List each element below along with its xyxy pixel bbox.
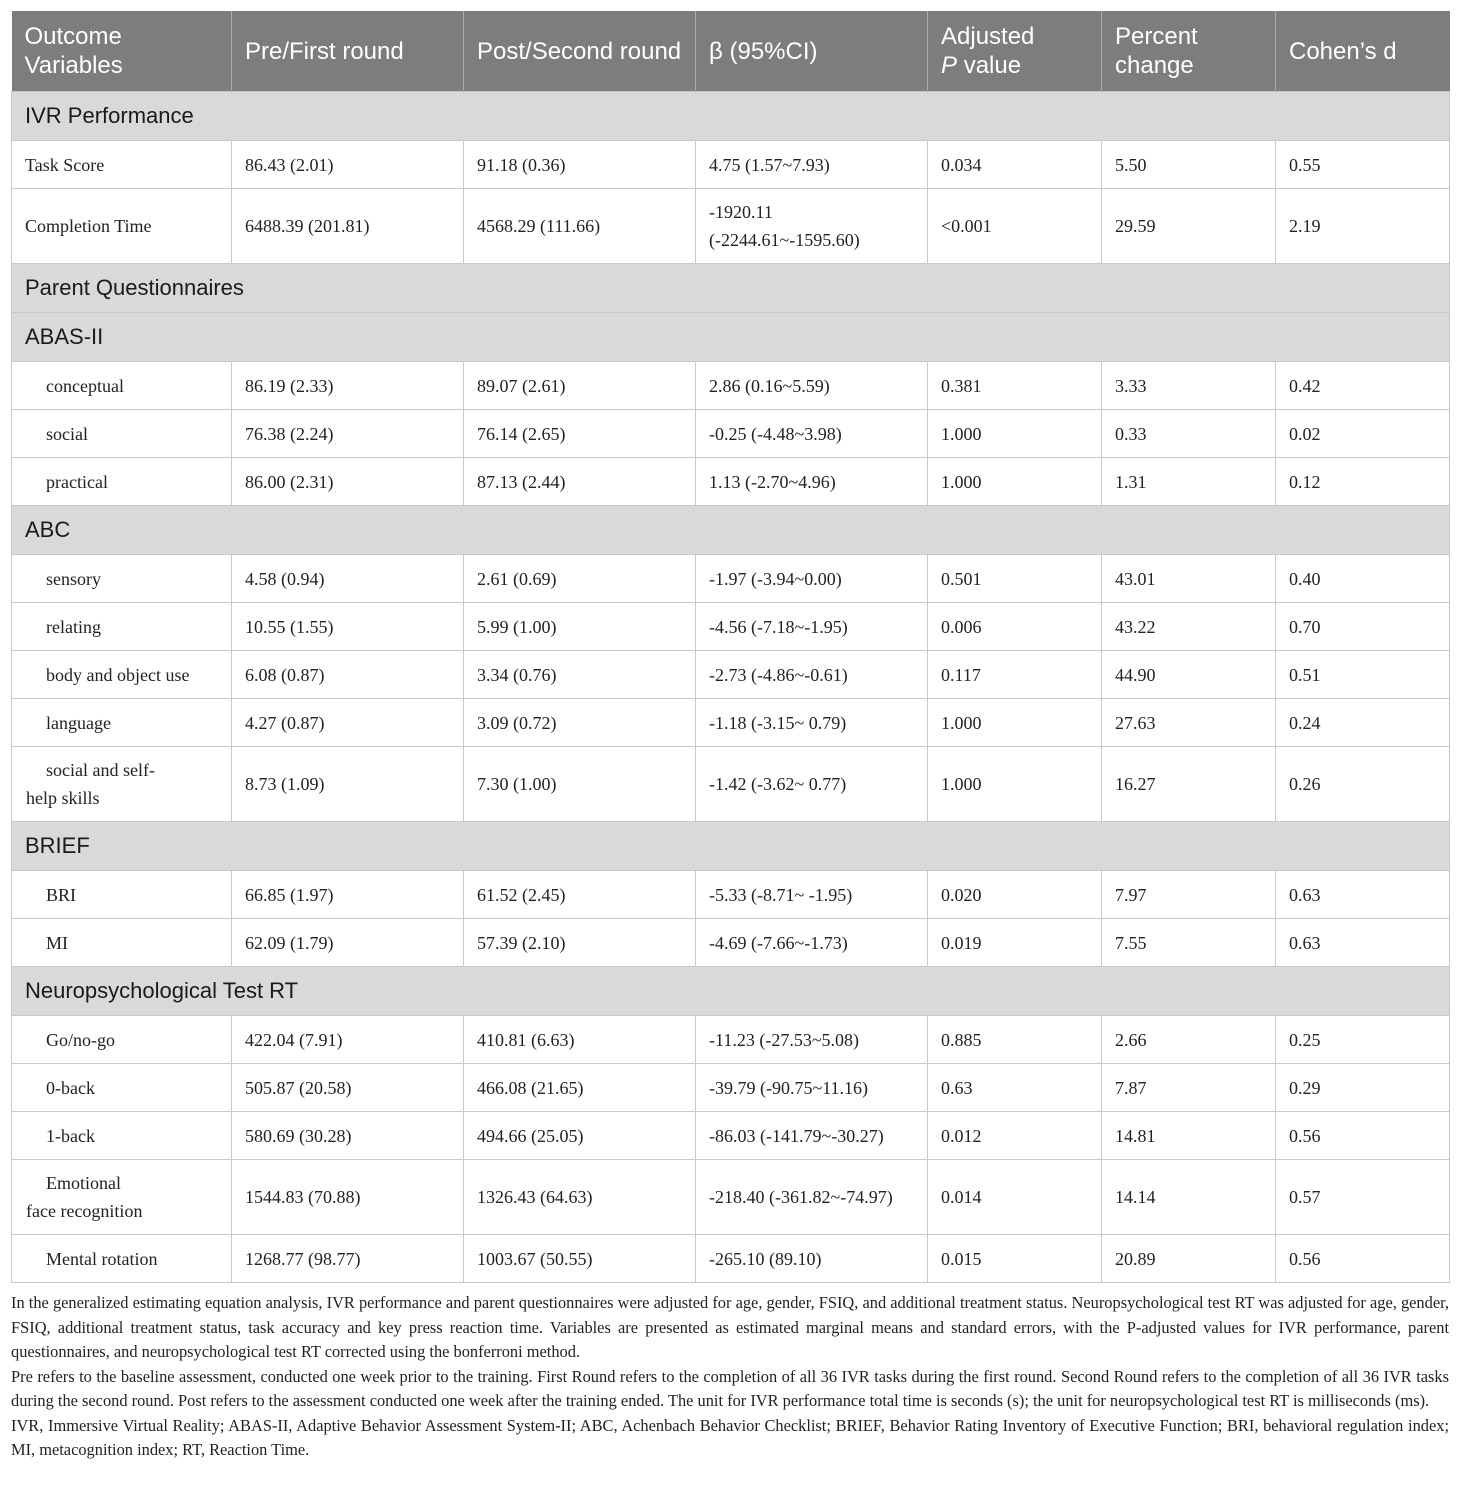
cell-percent-change: 7.55 <box>1102 919 1276 967</box>
cell-p-value: 0.020 <box>928 871 1102 919</box>
cell-cohens-d: 0.12 <box>1276 458 1450 506</box>
cell-post: 2.61 (0.69) <box>464 555 696 603</box>
cell-post: 89.07 (2.61) <box>464 362 696 410</box>
table-row-emotional-face-recognition <box>12 1160 1450 1235</box>
section-label: BRIEF <box>12 822 1450 871</box>
table-row-1-back <box>12 1112 1450 1160</box>
cell-percent-change: 5.50 <box>1102 141 1276 189</box>
cell-post: 410.81 (6.63) <box>464 1016 696 1064</box>
cell-p-value: 0.019 <box>928 919 1102 967</box>
cell-p-value: 0.117 <box>928 651 1102 699</box>
cell-percent-change: 43.01 <box>1102 555 1276 603</box>
header-adjusted-suffix: value <box>963 52 1022 79</box>
section-label: Parent Questionnaires <box>12 264 1450 313</box>
cell-cohens-d: 0.57 <box>1276 1160 1450 1235</box>
cell-pre: 505.87 (20.58) <box>232 1064 464 1112</box>
cell-post: 4568.29 (111.66) <box>464 189 696 264</box>
cell-p-value: 0.012 <box>928 1112 1102 1160</box>
section-label: IVR Performance <box>12 92 1450 141</box>
cell-percent-change: 3.33 <box>1102 362 1276 410</box>
cell-variable: Go/no-go <box>12 1016 232 1064</box>
results-table-container <box>11 11 1449 1463</box>
table-row-go-no-go <box>12 1016 1450 1064</box>
cell-post: 76.14 (2.65) <box>464 410 696 458</box>
cell-pre: 6.08 (0.87) <box>232 651 464 699</box>
table-row-practical <box>12 458 1450 506</box>
cell-cohens-d: 2.19 <box>1276 189 1450 264</box>
table-row-conceptual <box>12 362 1450 410</box>
cell-pre: 10.55 (1.55) <box>232 603 464 651</box>
section-row-ivr-performance <box>12 92 1450 141</box>
cell-p-value: 0.014 <box>928 1160 1102 1235</box>
cell-post: 61.52 (2.45) <box>464 871 696 919</box>
cell-percent-change: 16.27 <box>1102 747 1276 822</box>
cell-post: 3.09 (0.72) <box>464 699 696 747</box>
cell-variable: sensory <box>12 555 232 603</box>
cell-cohens-d: 0.42 <box>1276 362 1450 410</box>
footnote-analysis: In the generalized estimating equation analysis, IVR performance and parent questionnaires were adjusted for age, gender, FSIQ, and additional treatment status. Neuropsychological test RT was adjusted for age, gender, FSIQ, additional treatment status, task accuracy and key press reaction time. Variables are presented as estimated marginal means and standard errors, with the P-adjusted values for IVR performance, parent questionnaires, and neuropsychological test RT corrected using the bonferroni method. <box>11 1293 1449 1361</box>
cell-post: 494.66 (25.05) <box>464 1112 696 1160</box>
cell-pre: 8.73 (1.09) <box>232 747 464 822</box>
cell-percent-change: 20.89 <box>1102 1235 1276 1283</box>
cell-cohens-d: 0.56 <box>1276 1235 1450 1283</box>
cell-variable <box>12 1160 232 1235</box>
cell-p-value: 1.000 <box>928 458 1102 506</box>
cell-variable: conceptual <box>12 362 232 410</box>
header-post-second-round: Post/Second round <box>464 11 696 92</box>
cell-cohens-d: 0.63 <box>1276 871 1450 919</box>
cell-pre: 1544.83 (70.88) <box>232 1160 464 1235</box>
cell-p-value: 0.015 <box>928 1235 1102 1283</box>
header-adjusted-prefix: Adjusted <box>941 23 1035 50</box>
cell-post: 5.99 (1.00) <box>464 603 696 651</box>
table-row-completion-time <box>12 189 1450 264</box>
cell-pre: 76.38 (2.24) <box>232 410 464 458</box>
cell-beta: -39.79 (-90.75~11.16) <box>696 1064 928 1112</box>
header-outcome-variables: Outcome Variables <box>12 11 232 92</box>
cell-beta-line-2: (-2244.61~-1595.60) <box>709 230 860 250</box>
cell-variable: practical <box>12 458 232 506</box>
cell-beta: -1.42 (-3.62~ 0.77) <box>696 747 928 822</box>
cell-percent-change: 0.33 <box>1102 410 1276 458</box>
cell-beta: -86.03 (-141.79~-30.27) <box>696 1112 928 1160</box>
cell-beta: -265.10 (89.10) <box>696 1235 928 1283</box>
cell-percent-change: 2.66 <box>1102 1016 1276 1064</box>
cell-post: 3.34 (0.76) <box>464 651 696 699</box>
table-row-0-back <box>12 1064 1450 1112</box>
cell-p-value: 0.63 <box>928 1064 1102 1112</box>
cell-variable: Mental rotation <box>12 1235 232 1283</box>
table-header-row <box>12 11 1450 92</box>
cell-percent-change: 7.97 <box>1102 871 1276 919</box>
cell-beta: -5.33 (-8.71~ -1.95) <box>696 871 928 919</box>
cell-cohens-d: 0.63 <box>1276 919 1450 967</box>
cell-post: 87.13 (2.44) <box>464 458 696 506</box>
cell-beta: -4.56 (-7.18~-1.95) <box>696 603 928 651</box>
cell-cohens-d: 0.51 <box>1276 651 1450 699</box>
cell-beta: 1.13 (-2.70~4.96) <box>696 458 928 506</box>
cell-beta: 2.86 (0.16~5.59) <box>696 362 928 410</box>
cell-p-value: 0.034 <box>928 141 1102 189</box>
header-percent-change: Percent change <box>1102 11 1276 92</box>
cell-variable: 0-back <box>12 1064 232 1112</box>
cell-beta: -0.25 (-4.48~3.98) <box>696 410 928 458</box>
cell-post: 57.39 (2.10) <box>464 919 696 967</box>
table-row-language <box>12 699 1450 747</box>
table-row-social <box>12 410 1450 458</box>
cell-cohens-d: 0.55 <box>1276 141 1450 189</box>
cell-variable-line-1: Emotional <box>46 1173 121 1193</box>
table-row-mental-rotation <box>12 1235 1450 1283</box>
header-cohens-d: Cohen’s d <box>1276 11 1450 92</box>
cell-percent-change: 14.14 <box>1102 1160 1276 1235</box>
cell-percent-change: 29.59 <box>1102 189 1276 264</box>
cell-p-value: 1.000 <box>928 410 1102 458</box>
cell-variable: Completion Time <box>12 189 232 264</box>
header-beta-ci: β (95%CI) <box>696 11 928 92</box>
cell-beta: -1.97 (-3.94~0.00) <box>696 555 928 603</box>
section-row-parent-questionnaires <box>12 264 1450 313</box>
cell-pre: 6488.39 (201.81) <box>232 189 464 264</box>
cell-post: 91.18 (0.36) <box>464 141 696 189</box>
cell-p-value: <0.001 <box>928 189 1102 264</box>
footnote-abbreviations: IVR, Immersive Virtual Reality; ABAS-II, Adaptive Behavior Assessment System-II; ABC, Achenbach Behavior Checklist; BRIEF, Behavior Rating Inventory of Executive Function; BRI, behavioral regulation index; MI, metacognition index; RT, Reaction Time. <box>11 1415 1449 1459</box>
cell-cohens-d: 0.29 <box>1276 1064 1450 1112</box>
cell-pre: 86.19 (2.33) <box>232 362 464 410</box>
results-table <box>11 11 1450 1283</box>
table-row-task-score <box>12 141 1450 189</box>
cell-variable: social <box>12 410 232 458</box>
cell-cohens-d: 0.40 <box>1276 555 1450 603</box>
cell-pre: 62.09 (1.79) <box>232 919 464 967</box>
table-row-bri <box>12 871 1450 919</box>
cell-cohens-d: 0.25 <box>1276 1016 1450 1064</box>
cell-beta: -2.73 (-4.86~-0.61) <box>696 651 928 699</box>
header-p-letter: P <box>941 52 958 79</box>
cell-p-value: 1.000 <box>928 747 1102 822</box>
cell-post: 7.30 (1.00) <box>464 747 696 822</box>
cell-beta <box>696 189 928 264</box>
cell-p-value: 1.000 <box>928 699 1102 747</box>
cell-beta: 4.75 (1.57~7.93) <box>696 141 928 189</box>
cell-beta: -11.23 (-27.53~5.08) <box>696 1016 928 1064</box>
table-row-relating <box>12 603 1450 651</box>
section-label: ABAS-II <box>12 313 1450 362</box>
table-row-social-self-help <box>12 747 1450 822</box>
cell-p-value: 0.006 <box>928 603 1102 651</box>
cell-variable-line-2: help skills <box>26 788 100 808</box>
cell-percent-change: 14.81 <box>1102 1112 1276 1160</box>
cell-percent-change: 1.31 <box>1102 458 1276 506</box>
section-row-abc <box>12 506 1450 555</box>
header-pre-first-round: Pre/First round <box>232 11 464 92</box>
cell-pre: 1268.77 (98.77) <box>232 1235 464 1283</box>
cell-variable: relating <box>12 603 232 651</box>
cell-variable-line-1: social and self- <box>46 760 155 780</box>
cell-variable: language <box>12 699 232 747</box>
cell-cohens-d: 0.26 <box>1276 747 1450 822</box>
cell-pre: 86.43 (2.01) <box>232 141 464 189</box>
cell-p-value: 0.885 <box>928 1016 1102 1064</box>
cell-beta: -1.18 (-3.15~ 0.79) <box>696 699 928 747</box>
cell-percent-change: 43.22 <box>1102 603 1276 651</box>
section-row-neuropsychological-test-rt <box>12 967 1450 1016</box>
cell-variable: BRI <box>12 871 232 919</box>
cell-variable: body and object use <box>12 651 232 699</box>
footnote-definitions: Pre refers to the baseline assessment, conducted one week prior to the training. First Round refers to the completion of all 36 IVR tasks during the first round. Second Round refers to the completion of all 36 IVR tasks during the second round. Post refers to the assessment conducted one week after the training ended. The unit for IVR performance total time is seconds (s); the unit for neuropsychological test RT is milliseconds (ms). <box>11 1366 1449 1410</box>
cell-beta: -218.40 (-361.82~-74.97) <box>696 1160 928 1235</box>
cell-variable <box>12 747 232 822</box>
cell-post: 1326.43 (64.63) <box>464 1160 696 1235</box>
cell-beta-line-1: -1920.11 <box>709 202 773 222</box>
cell-percent-change: 44.90 <box>1102 651 1276 699</box>
cell-pre: 580.69 (30.28) <box>232 1112 464 1160</box>
section-row-brief <box>12 822 1450 871</box>
cell-p-value: 0.501 <box>928 555 1102 603</box>
cell-pre: 4.27 (0.87) <box>232 699 464 747</box>
cell-percent-change: 27.63 <box>1102 699 1276 747</box>
table-row-sensory <box>12 555 1450 603</box>
section-label: Neuropsychological Test RT <box>12 967 1450 1016</box>
cell-post: 1003.67 (50.55) <box>464 1235 696 1283</box>
cell-cohens-d: 0.24 <box>1276 699 1450 747</box>
cell-pre: 86.00 (2.31) <box>232 458 464 506</box>
cell-beta: -4.69 (-7.66~-1.73) <box>696 919 928 967</box>
header-adjusted-p-value <box>928 11 1102 92</box>
cell-variable-line-2: face recognition <box>26 1201 143 1221</box>
cell-pre: 66.85 (1.97) <box>232 871 464 919</box>
cell-cohens-d: 0.56 <box>1276 1112 1450 1160</box>
table-footnotes <box>11 1291 1449 1463</box>
cell-pre: 422.04 (7.91) <box>232 1016 464 1064</box>
table-row-mi <box>12 919 1450 967</box>
cell-variable: 1-back <box>12 1112 232 1160</box>
cell-post: 466.08 (21.65) <box>464 1064 696 1112</box>
cell-p-value: 0.381 <box>928 362 1102 410</box>
section-label: ABC <box>12 506 1450 555</box>
section-row-abas-ii <box>12 313 1450 362</box>
cell-pre: 4.58 (0.94) <box>232 555 464 603</box>
table-row-body-object-use <box>12 651 1450 699</box>
cell-variable: MI <box>12 919 232 967</box>
cell-cohens-d: 0.02 <box>1276 410 1450 458</box>
cell-cohens-d: 0.70 <box>1276 603 1450 651</box>
cell-percent-change: 7.87 <box>1102 1064 1276 1112</box>
cell-variable: Task Score <box>12 141 232 189</box>
